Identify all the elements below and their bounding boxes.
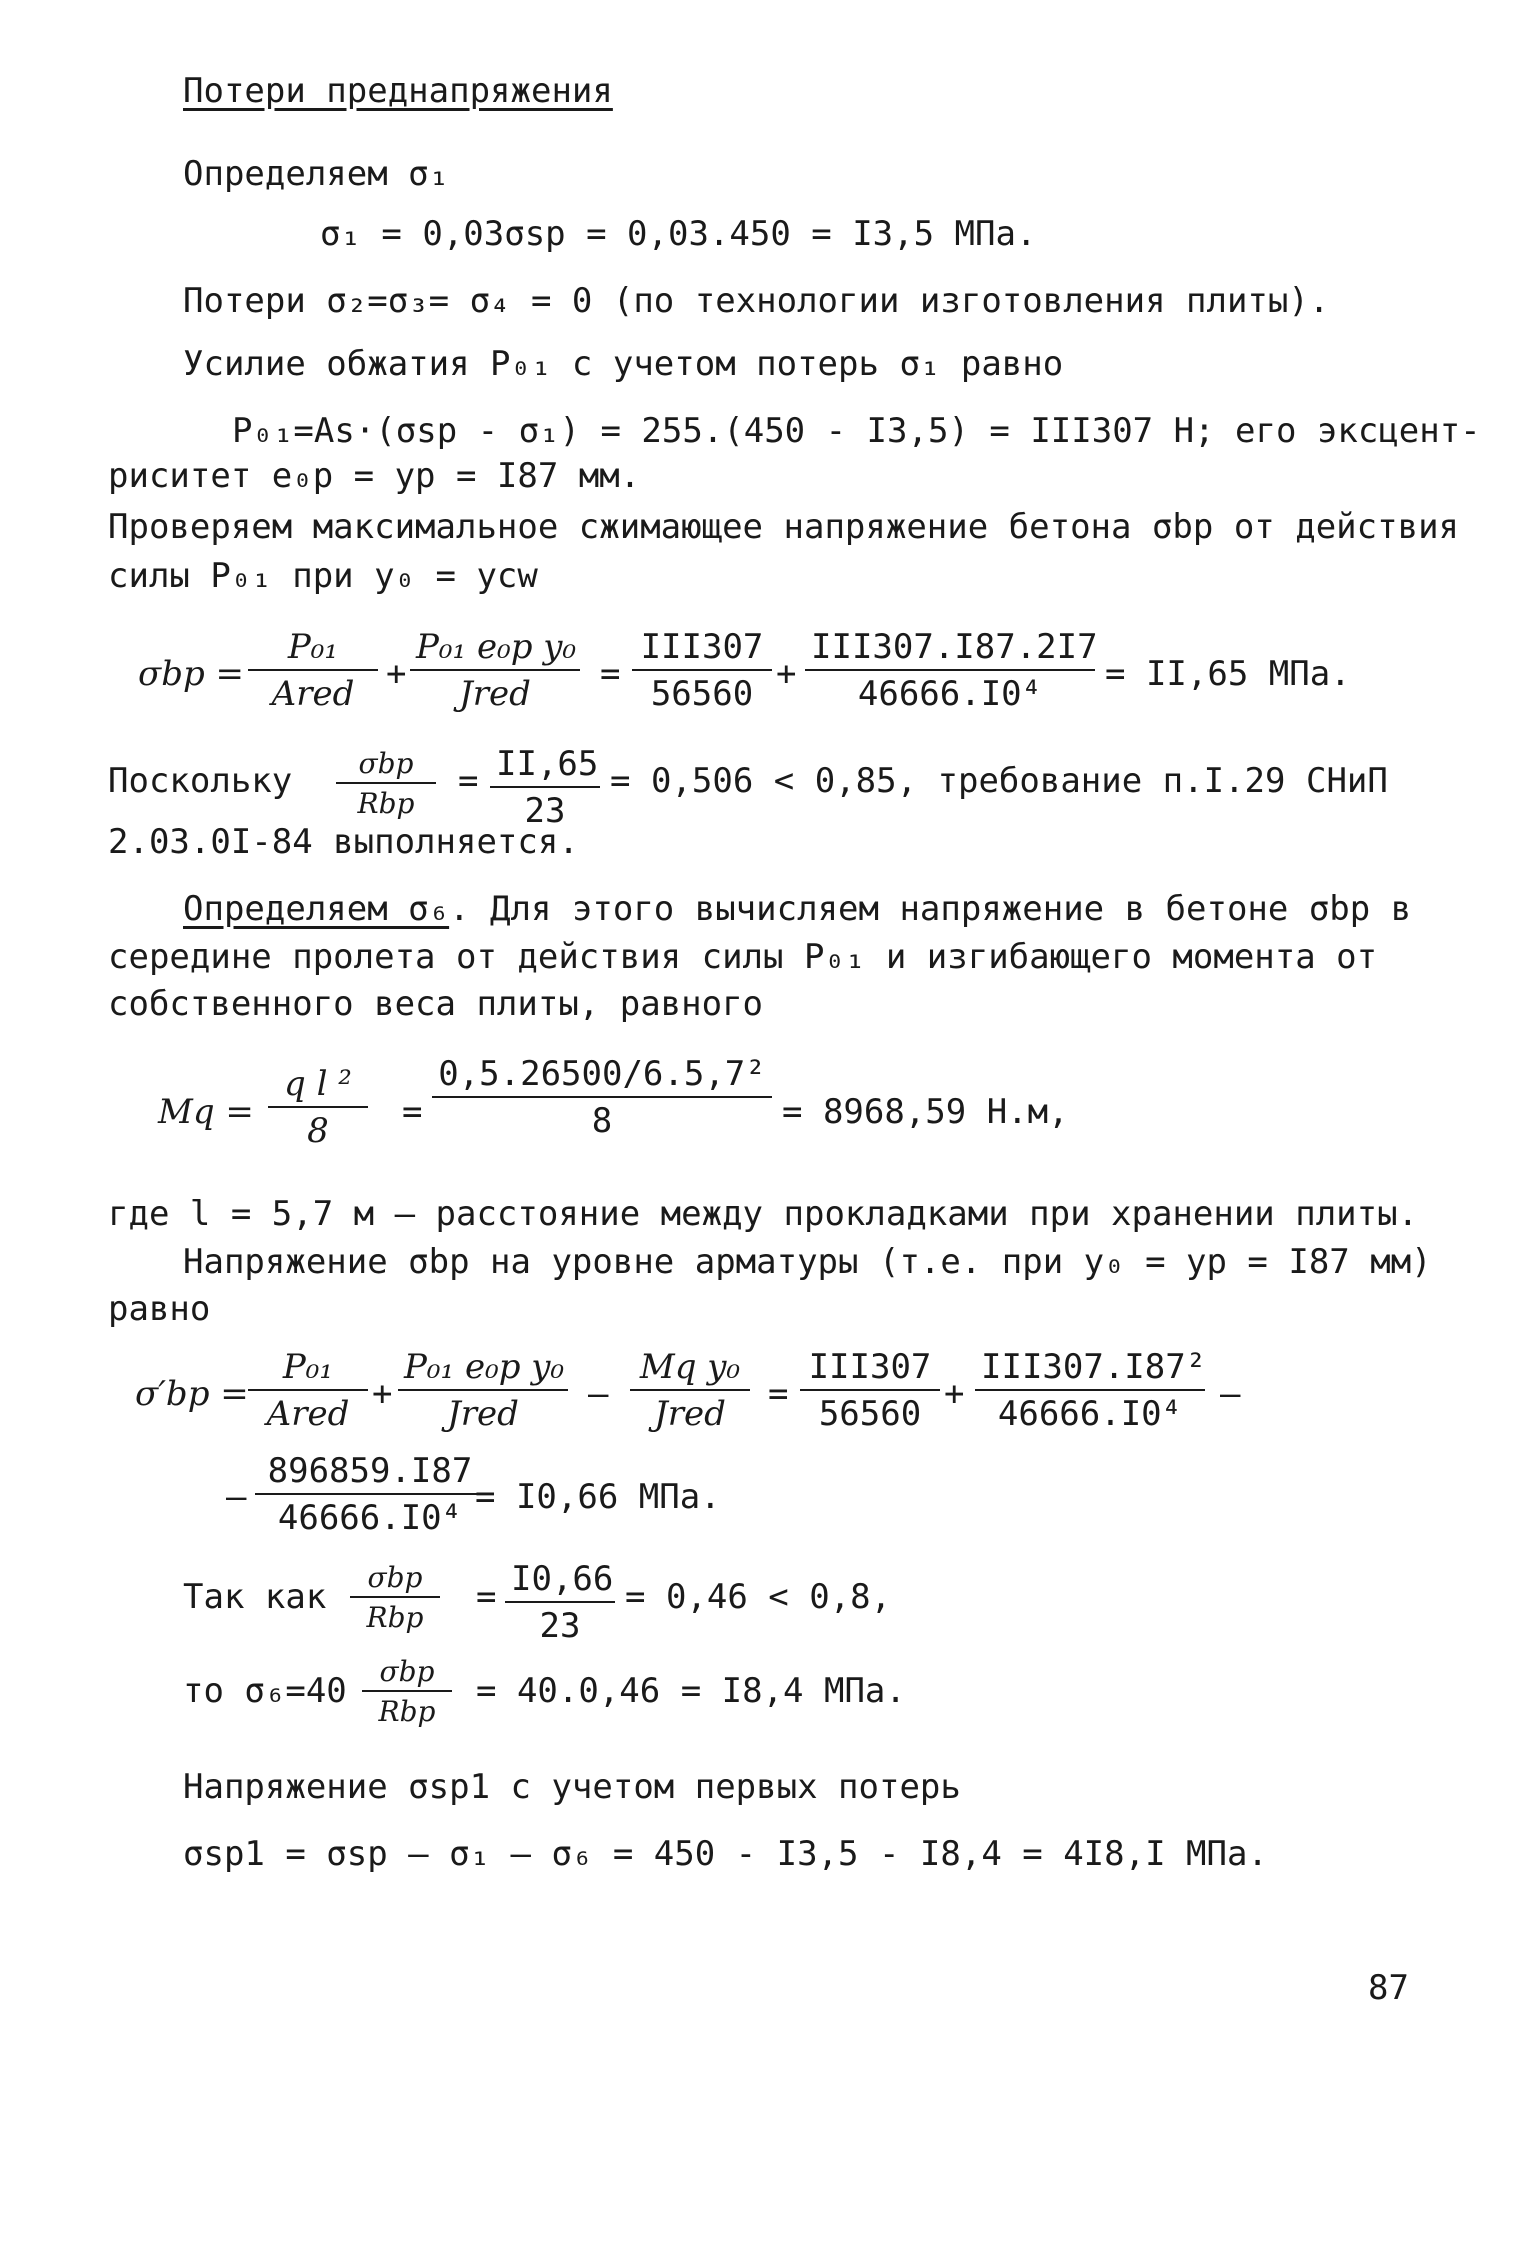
text-line: равно: [108, 1289, 211, 1329]
fraction: [255, 1452, 485, 1538]
formula-line: σ₁ = 0,03σsp = 0,03.450 = I3,5 МПа.: [320, 214, 1037, 254]
text-line: = 0,46 < 0,8,: [625, 1577, 892, 1617]
fraction-numerator: σbp: [336, 748, 436, 784]
text-line: середине пролета от действия силы P₀₁ и изгибающего момента от: [108, 937, 1378, 977]
fraction-denominator: Ared: [271, 674, 355, 715]
fraction: [432, 1055, 772, 1141]
fraction-denominator: 8: [307, 1111, 329, 1152]
underlined-label: Определяем σ₆: [183, 889, 450, 929]
text-line: Напряжение σbp на уровне арматуры (т.е. при y₀ = yp = I87 мм): [183, 1242, 1432, 1282]
operator: =: [402, 1092, 423, 1132]
text-line: Определяем σ₁: [183, 154, 450, 194]
fraction-numerator: I0,66: [505, 1560, 615, 1603]
fraction: [975, 1348, 1205, 1434]
formula-line: P₀₁=As·(σsp - σ₁) = 255.(450 - I3,5) = III307 Н; его эксцент-: [232, 411, 1481, 451]
fraction-numerator: III307: [800, 1348, 940, 1391]
operator: =: [476, 1577, 497, 1617]
operator: +: [372, 1374, 393, 1414]
text-fragment: . Для этого вычисляем напряжение в бетоне σbp в: [449, 889, 1412, 929]
fraction: [505, 1560, 615, 1646]
fraction: [248, 628, 378, 714]
fraction-numerator: Mq y₀: [630, 1348, 750, 1391]
fraction-denominator: 56560: [818, 1394, 922, 1435]
fraction-denominator: Rbp: [378, 1695, 436, 1729]
fraction: [248, 1348, 368, 1434]
section-heading: Потери преднапряжения: [183, 71, 613, 111]
fraction-numerator: III307.I87²: [975, 1348, 1205, 1391]
fraction-numerator: P₀₁ e₀p y₀: [398, 1348, 568, 1391]
text-line: Так как: [183, 1577, 327, 1617]
operator: =: [768, 1374, 789, 1414]
eq-result: = I0,66 МПа.: [475, 1477, 721, 1517]
eq-result: = II,65 МПа.: [1105, 654, 1351, 694]
fraction: [350, 1562, 440, 1634]
text-line: = 40.0,46 = I8,4 МПа.: [476, 1671, 906, 1711]
fraction-denominator: 46666.I0⁴: [997, 1394, 1183, 1435]
eq-lhs: σ′bp =: [135, 1374, 249, 1414]
fraction-numerator: σbp: [350, 1562, 440, 1598]
fraction-numerator: P₀₁: [248, 628, 378, 671]
fraction-numerator: σbp: [362, 1656, 452, 1692]
text-line: Усилие обжатия P₀₁ с учетом потерь σ₁ равно: [183, 344, 1064, 384]
fraction-denominator: Jred: [447, 1394, 519, 1435]
fraction: [630, 1348, 750, 1434]
fraction: [800, 1348, 940, 1434]
fraction: [805, 627, 1098, 715]
fraction-denominator: 23: [539, 1606, 581, 1647]
fraction-denominator: Ared: [266, 1394, 350, 1435]
fraction-numerator: P₀₁ e₀p y₀: [410, 628, 580, 671]
fraction-numerator: P₀₁: [248, 1348, 368, 1391]
fraction-denominator: Rbp: [366, 1601, 424, 1635]
eq-lhs: σbp =: [138, 654, 245, 694]
text-line: Проверяем максимальное сжимающее напряжение бетона σbp от действия: [108, 507, 1460, 547]
fraction-denominator: 46666.I0⁴: [277, 1498, 463, 1539]
text-line: где l = 5,7 м – расстояние между прокладками при хранении плиты.: [108, 1194, 1419, 1234]
eq-lhs: Mq =: [158, 1092, 254, 1132]
formula-line: σsp1 = σsp – σ₁ – σ₆ = 450 - I3,5 - I8,4 = 4I8,I МПа.: [183, 1834, 1268, 1874]
text-line: собственного веса плиты, равного: [108, 984, 764, 1024]
fraction-numerator: 0,5.26500/6.5,7²: [432, 1055, 772, 1098]
fraction-numerator: III307: [632, 628, 772, 671]
operator: +: [944, 1374, 965, 1414]
text-line: силы P₀₁ при y₀ = ycw: [108, 556, 538, 596]
fraction-denominator: 23: [524, 791, 566, 832]
fraction-denominator: Rbp: [357, 787, 415, 821]
text-line: [183, 890, 1411, 929]
fraction: [490, 745, 600, 831]
fraction-denominator: Jred: [459, 674, 531, 715]
operator: =: [458, 761, 479, 801]
operator: –: [226, 1477, 247, 1517]
fraction-numerator: 896859.I87: [255, 1452, 485, 1495]
page-number: 87: [1368, 1968, 1409, 2008]
fraction-denominator: 8: [591, 1101, 613, 1142]
fraction: [398, 1348, 568, 1434]
text-line: Поскольку: [108, 761, 293, 801]
fraction: [336, 748, 436, 820]
text-line: риситет e₀p = yp = I87 мм.: [108, 456, 641, 496]
fraction-denominator: 46666.I0⁴: [857, 674, 1043, 715]
fraction-numerator: III307.I87.2I7: [805, 628, 1095, 671]
text-line: = 0,506 < 0,85, требование п.I.29 СНиП: [610, 761, 1388, 801]
operator: –: [1220, 1374, 1241, 1414]
operator: +: [776, 654, 797, 694]
fraction: [362, 1656, 452, 1728]
fraction: [268, 1065, 368, 1151]
text-line: Напряжение σsp1 с учетом первых потерь: [183, 1767, 961, 1807]
operator: =: [600, 654, 621, 694]
fraction: [632, 628, 772, 714]
operator: –: [588, 1374, 609, 1414]
text-line: Потери σ₂=σ₃= σ₄ = 0 (по технологии изготовления плиты).: [183, 281, 1330, 321]
fraction-numerator: II,65: [490, 745, 600, 788]
fraction-numerator: q l ²: [268, 1065, 368, 1108]
fraction-denominator: 56560: [650, 674, 754, 715]
operator: +: [386, 654, 407, 694]
fraction: [410, 628, 580, 714]
eq-result: = 8968,59 Н.м,: [782, 1092, 1069, 1132]
fraction-denominator: Jred: [654, 1394, 726, 1435]
text-line: то σ₆=40: [183, 1671, 347, 1711]
text-line: 2.03.0I-84 выполняется.: [108, 822, 579, 862]
